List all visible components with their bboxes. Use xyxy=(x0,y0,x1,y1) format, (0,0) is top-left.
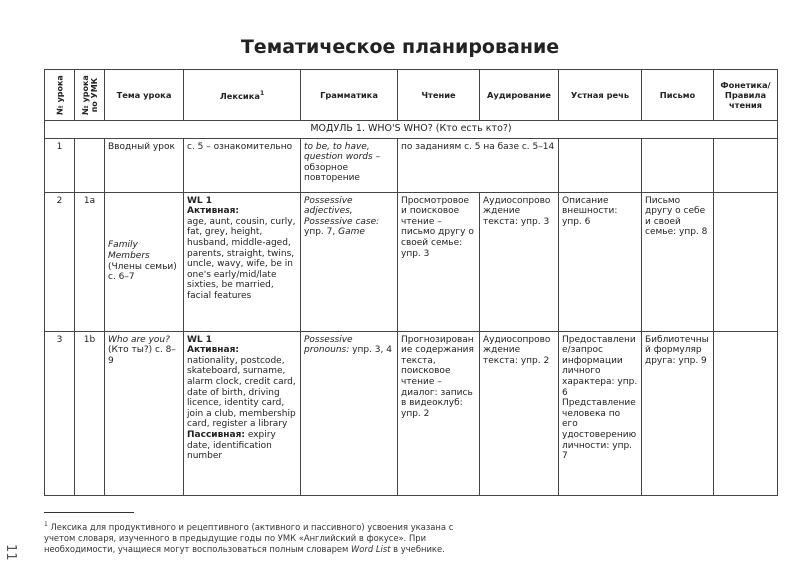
umk-number: 1b xyxy=(75,331,105,495)
table-row xyxy=(45,138,778,192)
lesson-listening: Аудиосопровождение текста: упр. 3 xyxy=(480,192,559,331)
planning-table xyxy=(44,69,778,496)
page-title: Тематическое планирование xyxy=(240,36,560,58)
lesson-grammar: Possessive adjectives, Possessive case: упр. 7, Game xyxy=(301,192,398,331)
lesson-writing: Библиотечный формуляр друга: упр. 9 xyxy=(642,331,714,495)
lesson-number: 2 xyxy=(45,192,75,331)
umk-number: 1a xyxy=(75,192,105,331)
footnote-divider xyxy=(44,512,134,513)
lesson-topic: Who are you? (Кто ты?) с. 8–9 xyxy=(105,331,184,495)
lesson-topic: Вводный урок xyxy=(105,138,184,192)
header-vocab: Лексика$^1$ xyxy=(184,70,301,121)
lesson-speaking: Описание внешности: упр. 6 xyxy=(559,192,642,331)
header-phonetics: Фонетика/ Правила чтения xyxy=(714,70,778,121)
table-row xyxy=(45,192,778,331)
lesson-speaking xyxy=(559,138,642,192)
lesson-vocab: WL 1 Активная: nationality, postcode, skateboard, surname, alarm clock, credit card, date of birth, driving licence, identity card, join a club, membership card, register a library Пассивная: expiry date, identification number xyxy=(184,331,301,495)
header-grammar: Грамматика xyxy=(301,70,398,121)
lesson-phonetics xyxy=(714,138,778,192)
table-row xyxy=(45,331,778,495)
header-reading: Чтение xyxy=(398,70,480,121)
lesson-vocab: с. 5 – ознакомительно xyxy=(184,138,301,192)
lesson-phonetics xyxy=(714,192,778,331)
lesson-reading: Прогнозирование содержания текста, поисковое чтение – диалог: запись в видеоклуб: упр. 2 xyxy=(398,331,480,495)
lesson-listening: Аудиосопровождение текста: упр. 2 xyxy=(480,331,559,495)
lesson-reading-listening: по заданиям с. 5 на базе с. 5–14 xyxy=(398,138,559,192)
lesson-writing xyxy=(642,138,714,192)
lesson-phonetics xyxy=(714,331,778,495)
module-row xyxy=(45,121,778,139)
lesson-vocab: WL 1 Активная: age, aunt, cousin, curly, fat, grey, height, husband, middle-aged, parents, straight, twins, uncle, wavy, wife, be in one's early/mid/late sixties, be married, facial features xyxy=(184,192,301,331)
header-umk-no: № урока по УМК xyxy=(75,70,105,121)
header-speaking: Устная речь xyxy=(559,70,642,121)
umk-number xyxy=(75,138,105,192)
lesson-number: 3 xyxy=(45,331,75,495)
lesson-writing: Письмо другу о себе и своей семье: упр. 8 xyxy=(642,192,714,331)
page-number: 11 xyxy=(3,544,18,561)
header-topic: Тема урока xyxy=(105,70,184,121)
lesson-grammar: to be, to have, question words – обзорное повторение xyxy=(301,138,398,192)
header-writing: Письмо xyxy=(642,70,714,121)
lesson-reading: Просмотровое и поисковое чтение – письмо другу о своей семье: упр. 3 xyxy=(398,192,480,331)
header-lesson-no: № урока xyxy=(45,70,75,121)
header-listening: Аудирование xyxy=(480,70,559,121)
lesson-number: 1 xyxy=(45,138,75,192)
module-title: МОДУЛЬ 1. WHO'S WHO? (Кто есть кто?) xyxy=(45,121,778,139)
header-row xyxy=(45,70,778,121)
lesson-topic: Family Members (Члены семьи) с. 6–7 xyxy=(105,192,184,331)
footnote: $^1$ Лексика для продуктивного и рецептивного (активного и пассивного) усвоения указана с учетом словаря, изученного в предыдущие годы по УМК «Английский в фокусе». При необходимости, учащиеся могут воспользоваться полным словарем Word List в учебнике. xyxy=(44,521,454,554)
lesson-speaking: Предоставление/запрос информации личного характера: упр. 6 Представление человека по его удостоверению личности: упр. 7 xyxy=(559,331,642,495)
lesson-grammar: Possessive pronouns: упр. 3, 4 xyxy=(301,331,398,495)
